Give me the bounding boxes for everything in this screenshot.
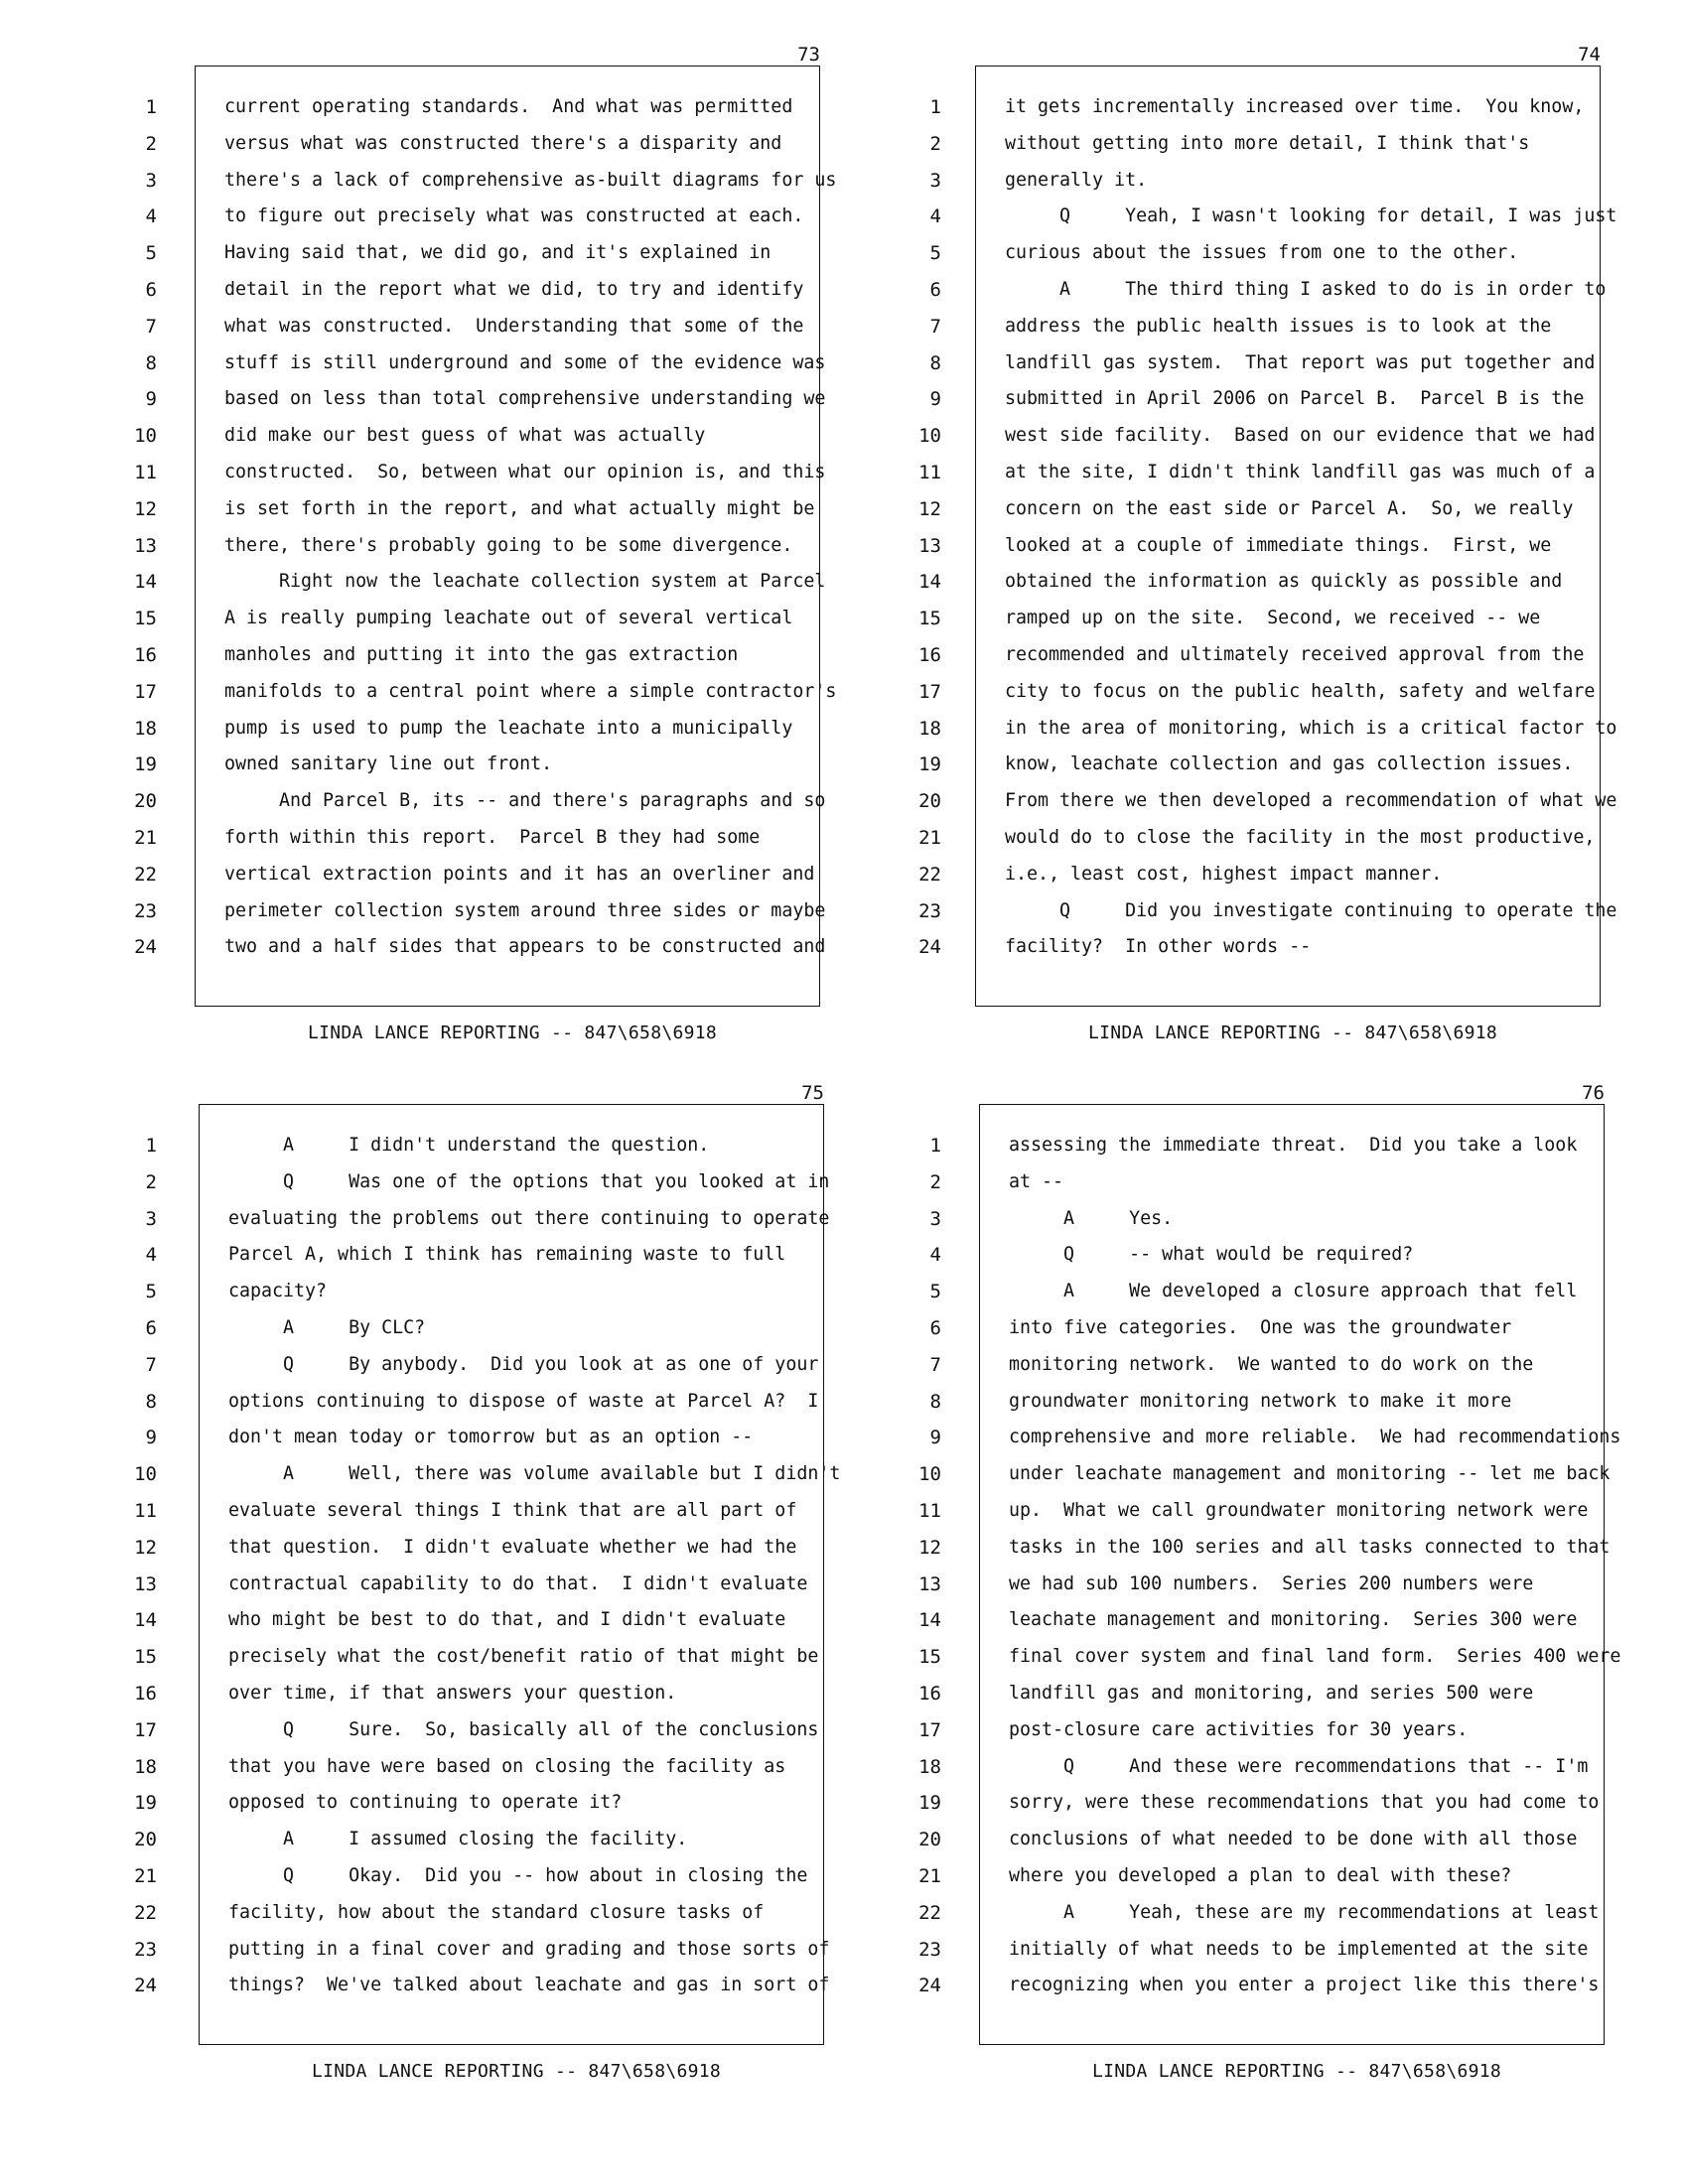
transcript-line: A We developed a closure approach that fell [1009,1281,1578,1302]
reporter-footer: LINDA LANCE REPORTING -- 847\658\6918 [307,1023,718,1043]
transcript-line: there's a lack of comprehensive as-built diagrams for us [224,169,837,191]
line-number: 17 [918,680,941,703]
transcript-line: two and a half sides that appears to be constructed and [224,936,826,958]
transcript-line: don't mean today or tomorrow but as an option -- [228,1427,754,1448]
line-number: 6 [145,1316,157,1339]
reporter-footer: LINDA LANCE REPORTING -- 847\658\6918 [311,2061,722,2082]
transcript-line: in the area of monitoring, which is a critical factor to [1005,717,1617,739]
transcript-line: A Yeah, these are my recommendations at least [1009,1901,1600,1923]
line-number: 4 [929,205,941,228]
line-number: 13 [134,1572,157,1595]
transcript-line: current operating standards. And what was permitted [224,96,793,117]
transcript-line: where you developed a plan to deal with these? [1009,1864,1512,1886]
transcript-line: into five categories. One was the groundwater [1009,1316,1512,1338]
transcript-line: A Well, there was volume available but I didn't [228,1463,841,1485]
line-number: 22 [918,863,941,886]
transcript-line: at -- [1009,1170,1064,1192]
line-number: 14 [134,1609,157,1632]
transcript-line: manholes and putting it into the gas extraction [224,643,739,665]
line-number: 20 [918,790,941,813]
transcript-line: there, there's probably going to be some divergence. [224,534,793,556]
line-number: 8 [929,351,941,374]
transcript-line: monitoring network. We wanted to do work on the [1009,1353,1534,1375]
transcript-line: obtained the information as quickly as possible and [1005,571,1563,593]
line-number: 18 [134,1755,157,1778]
line-number-column [902,89,941,966]
transcript-line: Q Sure. So, basically all of the conclusions [228,1718,819,1740]
line-number: 12 [918,1536,941,1559]
transcript-line: west side facility. Based on our evidence that we had [1005,425,1596,447]
line-number: 9 [145,388,157,411]
transcript-line: under leachate management and monitoring -- let me back [1009,1463,1611,1485]
transcript-line: Q And these were recommendations that -- I'm [1009,1755,1589,1777]
transcript-line: at the site, I didn't think landfill gas was much of a [1005,461,1596,482]
transcript-line: generally it. [1005,169,1148,191]
transcript-page [902,1082,1656,2134]
line-number: 13 [134,534,157,557]
line-number: 7 [929,1353,941,1376]
line-number: 10 [134,425,157,448]
transcript-line: recognizing when you enter a project like this there's [1009,1975,1600,1996]
line-number: 19 [918,753,941,776]
transcript-text [1005,89,1617,966]
line-number: 6 [929,278,941,301]
transcript-line: forth within this report. Parcel B they had some [224,826,761,848]
transcript-line: concern on the east side or Parcel A. So, we really [1005,497,1574,519]
transcript-line: Q Was one of the options that you looked at in [228,1170,830,1192]
transcript-page [902,44,1656,1096]
transcript-line: facility? In other words -- [1005,936,1312,958]
line-number: 2 [929,132,941,155]
transcript-line: Having said that, we did go, and it's explained in [224,242,772,264]
line-number: 21 [134,1864,157,1887]
line-number: 17 [918,1718,941,1741]
line-number: 11 [134,1499,157,1522]
line-number: 5 [145,1281,157,1303]
line-number: 11 [918,1499,941,1522]
line-number: 15 [134,608,157,630]
transcript-line: Q Yeah, I wasn't looking for detail, I was just [1005,205,1617,227]
line-number: 22 [918,1901,941,1924]
line-number: 18 [134,717,157,740]
line-number: 13 [918,534,941,557]
transcript-line: tasks in the 100 series and all tasks connected to that [1009,1536,1611,1558]
line-number: 22 [134,1901,157,1924]
line-number: 3 [145,1207,157,1230]
line-number: 19 [134,753,157,776]
line-number: 23 [134,899,157,922]
line-number: 10 [918,425,941,448]
reporter-footer: LINDA LANCE REPORTING -- 847\658\6918 [1091,2061,1502,2082]
page-number: 76 [1582,1082,1605,1104]
line-number: 10 [918,1463,941,1486]
transcript-line: opposed to continuing to operate it? [228,1792,623,1814]
line-number: 23 [918,1938,941,1961]
transcript-line: address the public health issues is to look at the [1005,315,1552,337]
line-number: 18 [918,1755,941,1778]
page-number: 74 [1578,44,1601,66]
line-number: 12 [134,497,157,520]
transcript-line: without getting into more detail, I think that's [1005,132,1530,154]
reporter-footer: LINDA LANCE REPORTING -- 847\658\6918 [1087,1023,1498,1043]
line-number: 9 [929,1427,941,1449]
line-number: 21 [918,826,941,849]
line-number: 15 [134,1646,157,1669]
transcript-line: stuff is still underground and some of the evidence was [224,351,826,373]
line-number: 24 [134,1975,157,1997]
line-number: 22 [134,863,157,886]
line-number: 8 [145,351,157,374]
transcript-line: A By CLC? [228,1316,426,1338]
line-number: 7 [145,1353,157,1376]
line-number: 3 [145,169,157,192]
transcript-line: based on less than total comprehensive understanding we [224,388,826,410]
transcript-line: facility, how about the standard closure tasks of [228,1901,765,1923]
transcript-line: submitted in April 2006 on Parcel B. Parcel B is the [1005,388,1585,410]
transcript-page [117,44,872,1096]
transcript-line: curious about the issues from one to the other. [1005,242,1519,264]
transcript-line: Q Did you investigate continuing to operate the [1005,899,1617,921]
line-number: 5 [145,242,157,265]
transcript-line: did make our best guess of what was actually [224,425,706,447]
transcript-line: who might be best to do that, and I didn't evaluate [228,1609,786,1631]
transcript-text [228,1128,841,2004]
line-number: 14 [134,571,157,594]
transcript-line: we had sub 100 numbers. Series 200 numbers were [1009,1572,1534,1594]
transcript-line: Right now the leachate collection system at Parcel [224,571,826,593]
line-number: 13 [918,1572,941,1595]
line-number: 9 [929,388,941,411]
transcript-text [1009,1128,1621,2004]
line-number: 7 [145,315,157,338]
transcript-line: leachate management and monitoring. Series 300 were [1009,1609,1578,1631]
transcript-line: know, leachate collection and gas collection issues. [1005,753,1574,775]
transcript-line: constructed. So, between what our opinion is, and this [224,461,826,482]
transcript-line: groundwater monitoring network to make it more [1009,1390,1512,1412]
transcript-line: landfill gas system. That report was put together and [1005,351,1596,373]
line-number: 1 [929,96,941,118]
transcript-line: A I didn't understand the question. [228,1135,710,1156]
transcript-line: A I assumed closing the facility. [228,1829,688,1850]
transcript-line: what was constructed. Understanding that some of the [224,315,804,337]
transcript-line: initially of what needs to be implemented at the site [1009,1938,1589,1960]
transcript-line: contractual capability to do that. I didn't evaluate [228,1572,808,1594]
line-number: 24 [918,1975,941,1997]
line-number: 4 [145,205,157,228]
line-number: 15 [918,1646,941,1669]
line-number: 1 [145,1135,157,1157]
transcript-line: sorry, were these recommendations that you had come to [1009,1792,1600,1814]
transcript-line: manifolds to a central point where a simple contractor's [224,680,837,702]
transcript-line: Q By anybody. Did you look at as one of your [228,1353,819,1375]
line-number: 18 [918,717,941,740]
line-number: 19 [134,1792,157,1815]
transcript-line: landfill gas and monitoring, and series 500 were [1009,1682,1534,1704]
line-number: 8 [145,1390,157,1413]
transcript-line: From there we then developed a recommendation of what we [1005,790,1617,812]
transcript-line: i.e., least cost, highest impact manner. [1005,863,1443,885]
transcript-line: Parcel A, which I think has remaining waste to full [228,1244,786,1266]
line-number: 11 [918,461,941,483]
line-number: 3 [929,169,941,192]
transcript-line: city to focus on the public health, safety and welfare [1005,680,1596,702]
line-number: 10 [134,1463,157,1486]
transcript-line: And Parcel B, its -- and there's paragraphs and so [224,790,826,812]
transcript-line: perimeter collection system around three sides or maybe [224,899,826,921]
page-number: 75 [801,1082,824,1104]
transcript-line: that question. I didn't evaluate whether we had the [228,1536,797,1558]
line-number: 4 [929,1244,941,1267]
transcript-line: ramped up on the site. Second, we received -- we [1005,608,1541,629]
transcript-line: looked at a couple of immediate things. First, we [1005,534,1552,556]
line-number: 1 [145,96,157,118]
line-number: 16 [134,643,157,666]
line-number: 5 [929,1281,941,1303]
line-number: 23 [134,1938,157,1961]
line-number: 3 [929,1207,941,1230]
line-number: 15 [918,608,941,630]
line-number: 2 [929,1170,941,1193]
line-number: 16 [918,1682,941,1705]
transcript-line: Q -- what would be required? [1009,1244,1414,1266]
line-number: 21 [918,1864,941,1887]
line-number: 12 [918,497,941,520]
line-number: 16 [918,643,941,666]
transcript-line: post-closure care activities for 30 years. [1009,1718,1469,1740]
transcript-line: recommended and ultimately received approval from the [1005,643,1585,665]
transcript-line: versus what was constructed there's a disparity and [224,132,782,154]
line-number: 2 [145,132,157,155]
line-number: 2 [145,1170,157,1193]
transcript-line: up. What we call groundwater monitoring network were [1009,1499,1589,1521]
transcript-line: that you have were based on closing the facility as [228,1755,786,1777]
transcript-line: comprehensive and more reliable. We had recommendations [1009,1427,1621,1448]
transcript-line: options continuing to dispose of waste at Parcel A? I [228,1390,819,1412]
line-number: 20 [134,790,157,813]
transcript-line: A The third thing I asked to do is in order to [1005,278,1607,300]
line-number-column [902,1128,941,2004]
transcript-line: to figure out precisely what was constructed at each. [224,205,804,227]
transcript-line: vertical extraction points and it has an overliner and [224,863,815,885]
transcript-line: conclusions of what needed to be done with all those [1009,1829,1578,1850]
transcript-line: it gets incrementally increased over time. You know, [1005,96,1585,117]
line-number: 6 [929,1316,941,1339]
transcript-text [224,89,837,966]
transcript-line: A is really pumping leachate out of several vertical [224,608,793,629]
line-number: 7 [929,315,941,338]
line-number-column [117,1128,157,2004]
line-number: 6 [145,278,157,301]
line-number: 16 [134,1682,157,1705]
line-number: 8 [929,1390,941,1413]
transcript-line: final cover system and final land form. Series 400 were [1009,1646,1621,1668]
transcript-line: evaluate several things I think that are all part of [228,1499,797,1521]
line-number: 24 [918,936,941,959]
transcript-line: would do to close the facility in the most productive, [1005,826,1596,848]
line-number: 11 [134,461,157,483]
line-number: 20 [918,1829,941,1851]
line-number-column [117,89,157,966]
line-number: 17 [134,1718,157,1741]
transcript-line: over time, if that answers your question. [228,1682,677,1704]
transcript-line: things? We've talked about leachate and gas in sort of [228,1975,830,1996]
transcript-line: capacity? [228,1281,328,1302]
line-number: 9 [145,1427,157,1449]
line-number: 23 [918,899,941,922]
line-number: 17 [134,680,157,703]
line-number: 14 [918,571,941,594]
transcript-line: evaluating the problems out there continuing to operate [228,1207,830,1229]
transcript-line: putting in a final cover and grading and those sorts of [228,1938,830,1960]
transcript-line: owned sanitary line out front. [224,753,553,775]
line-number: 5 [929,242,941,265]
transcript-line: is set forth in the report, and what actually might be [224,497,815,519]
transcript-page [117,1082,872,2134]
line-number: 24 [134,936,157,959]
line-number: 12 [134,1536,157,1559]
line-number: 14 [918,1609,941,1632]
line-number: 20 [134,1829,157,1851]
page-number: 73 [797,44,820,66]
transcript-line: precisely what the cost/benefit ratio of that might be [228,1646,819,1668]
line-number: 1 [929,1135,941,1157]
transcript-line: A Yes. [1009,1207,1174,1229]
transcript-line: pump is used to pump the leachate into a municipally [224,717,793,739]
transcript-line: detail in the report what we did, to try and identify [224,278,804,300]
line-number: 19 [918,1792,941,1815]
line-number: 21 [134,826,157,849]
transcript-line: assessing the immediate threat. Did you take a look [1009,1135,1578,1156]
transcript-line: Q Okay. Did you -- how about in closing the [228,1864,808,1886]
line-number: 4 [145,1244,157,1267]
